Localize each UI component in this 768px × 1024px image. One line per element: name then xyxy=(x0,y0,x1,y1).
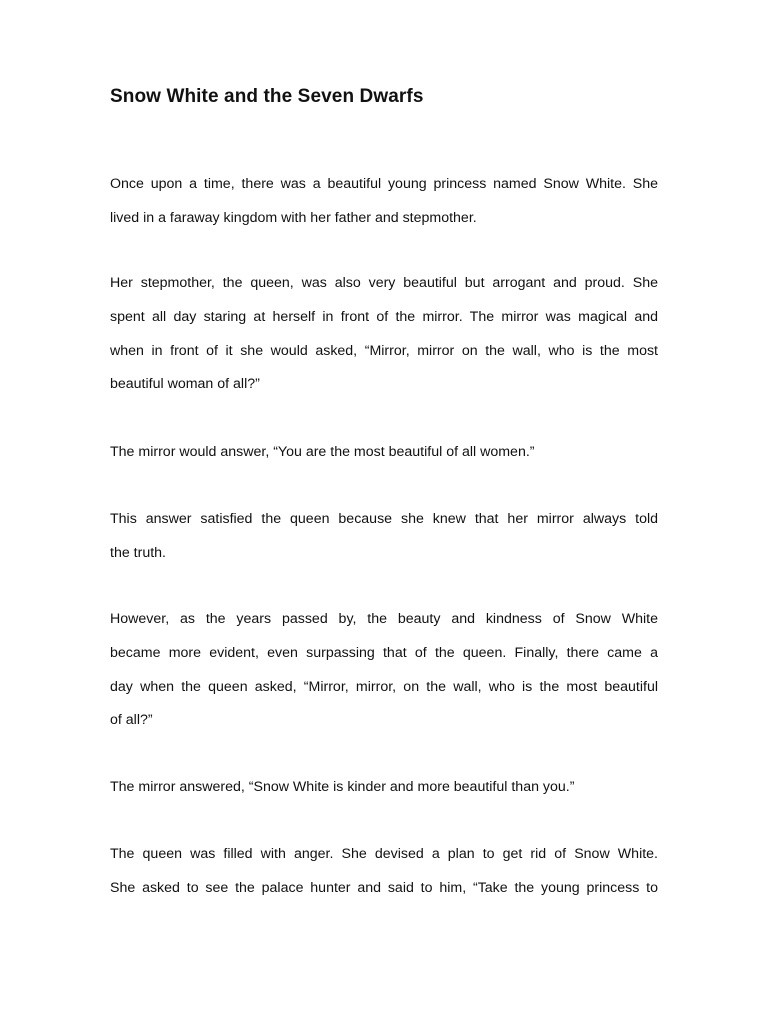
paragraph-2 xyxy=(110,267,658,402)
paragraph-line: This answer satisfied the queen because she knew that her mirror always told xyxy=(110,511,658,527)
paragraph-line: when in front of it she would asked, “Mirror, mirror on the wall, who is the most xyxy=(110,342,658,359)
paragraph-3 xyxy=(110,436,658,470)
paragraph-6 xyxy=(110,771,658,805)
paragraph-line: Her stepmother, the queen, was also very beautiful but arrogant and proud. She xyxy=(110,275,658,291)
paragraph-line: The mirror answered, “Snow White is kinder and more beautiful than you.” xyxy=(110,779,575,795)
paragraph-line: Once upon a time, there was a beautiful young princess named Snow White. She xyxy=(110,176,658,192)
paragraph-line: spent all day staring at herself in front of the mirror. The mirror was magical and xyxy=(110,308,658,325)
paragraph-4 xyxy=(110,503,658,571)
paragraph-5 xyxy=(110,603,658,738)
paragraph-line: of all?” xyxy=(110,712,153,729)
paragraph-line: The mirror would answer, “You are the most beautiful of all women.” xyxy=(110,444,535,460)
document-title: Snow White and the Seven Dwarfs xyxy=(110,86,424,107)
paragraph-line: She asked to see the palace hunter and said to him, “Take the young princess to xyxy=(110,879,658,896)
paragraph-1 xyxy=(110,168,658,236)
paragraph-line: became more evident, even surpassing that of the queen. Finally, there came a xyxy=(110,644,658,661)
paragraph-line: lived in a faraway kingdom with her father and stepmother. xyxy=(110,209,477,226)
paragraph-line: the truth. xyxy=(110,544,166,561)
paragraph-line: However, as the years passed by, the beauty and kindness of Snow White xyxy=(110,611,658,627)
paragraph-7 xyxy=(110,838,658,906)
paragraph-line: beautiful woman of all?” xyxy=(110,376,260,393)
paragraph-line: The queen was filled with anger. She devised a plan to get rid of Snow White. xyxy=(110,846,658,862)
paragraph-line: day when the queen asked, “Mirror, mirror, on the wall, who is the most beautiful xyxy=(110,678,658,695)
